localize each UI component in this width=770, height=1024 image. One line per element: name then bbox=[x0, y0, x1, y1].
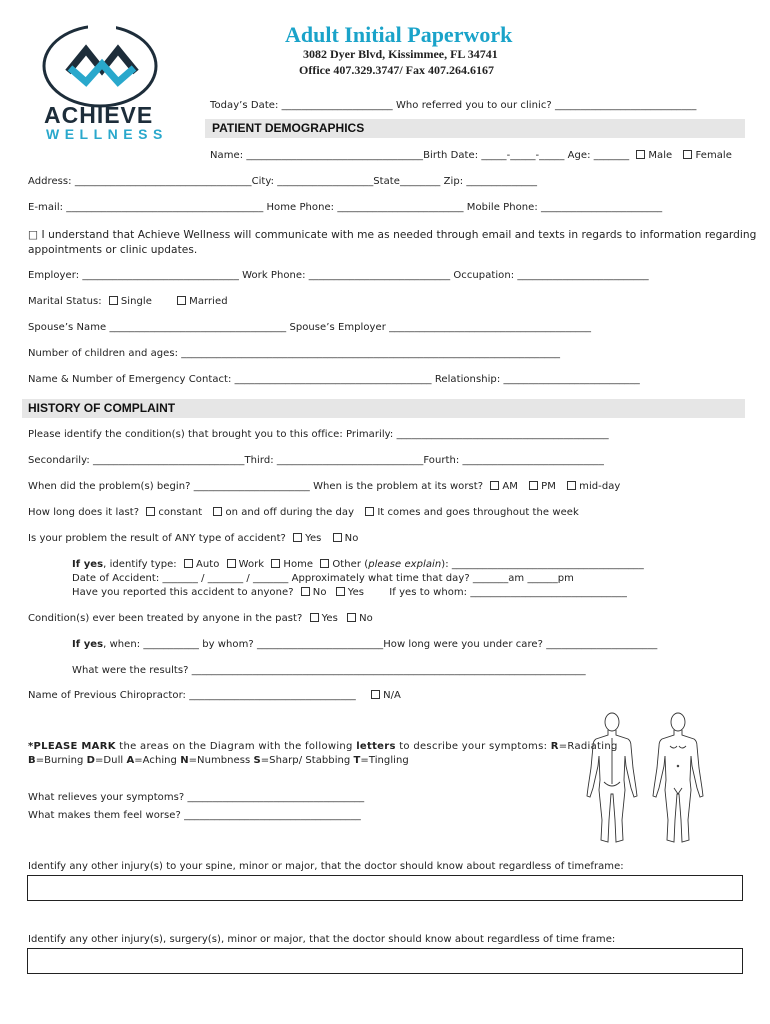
previous-chiropractor-text: Name of Previous Chiropractor: _________________________________ bbox=[28, 690, 356, 701]
r-code: R bbox=[550, 741, 559, 752]
t-code: T bbox=[353, 755, 361, 766]
symptom-legend-line-2 bbox=[28, 755, 409, 766]
other-label: Other ( bbox=[332, 559, 369, 570]
accident-yes-label: Yes bbox=[305, 533, 322, 544]
reported-yes-checkbox[interactable] bbox=[336, 587, 345, 596]
clinic-address: 3082 Dyer Blvd, Kissimmee, FL 34741 bbox=[303, 47, 498, 61]
please-explain-label: please explain bbox=[368, 559, 442, 570]
if-yes-label: If yes bbox=[72, 559, 104, 570]
am-label: AM bbox=[502, 481, 518, 492]
a-text: =Aching bbox=[134, 755, 181, 766]
marital-status-line[interactable] bbox=[28, 296, 228, 307]
emergency-contact-line[interactable]: Name & Number of Emergency Contact: _______________________________________ Relationship: ___________________________ bbox=[28, 374, 640, 385]
how-long-label: How long does it last? bbox=[28, 507, 140, 518]
treated-no-label: No bbox=[359, 613, 373, 624]
results-line[interactable]: What were the results? ______________________________________________________________________________ bbox=[72, 665, 586, 676]
injury-spine-textbox[interactable] bbox=[27, 875, 743, 901]
single-label: Single bbox=[120, 296, 152, 307]
d-code: D bbox=[86, 755, 95, 766]
worse-line[interactable]: What makes them feel worse? ___________________________________ bbox=[28, 810, 361, 821]
accident-no-label: No bbox=[344, 533, 359, 544]
female-checkbox[interactable] bbox=[683, 150, 692, 159]
throughout-week-checkbox[interactable] bbox=[365, 507, 374, 516]
name-line[interactable] bbox=[210, 150, 732, 161]
injury-surgery-label: Identify any other injury(s), surgery(s), minor or major, that the doctor should know about regardless of time frame: bbox=[28, 934, 616, 945]
na-label: N/A bbox=[383, 690, 401, 701]
constant-label: constant bbox=[158, 507, 203, 518]
married-checkbox[interactable] bbox=[177, 296, 186, 305]
accident-yes-checkbox[interactable] bbox=[293, 533, 302, 542]
page-title: Adult Initial Paperwork bbox=[285, 22, 513, 47]
d-text: =Dull bbox=[95, 755, 127, 766]
history-heading: HISTORY OF COMPLAINT bbox=[28, 401, 176, 415]
name-birth-age-text: Name: ___________________________________Birth Date: _____-_____-_____ Age: _______ bbox=[210, 150, 630, 161]
married-label: Married bbox=[189, 296, 228, 307]
treated-when-line[interactable] bbox=[72, 639, 657, 650]
spouse-line[interactable]: Spouse’s Name ___________________________________ Spouse’s Employer ________________________________________ bbox=[28, 322, 592, 333]
work-checkbox[interactable] bbox=[227, 559, 236, 568]
treated-when-text: , when: ___________ by whom? _________________________How long were you under care? ______________________ bbox=[103, 639, 658, 650]
consent-line-1[interactable]: □ I understand that Achieve Wellness will communicate with me as needed through email and texts in regards to information regarding bbox=[28, 229, 757, 241]
consent-line-2: appointments or clinic updates. bbox=[28, 244, 198, 256]
auto-label: Auto bbox=[195, 559, 220, 570]
please-mark-label: *PLEASE MARK bbox=[28, 741, 116, 752]
constant-checkbox[interactable] bbox=[146, 507, 155, 516]
work-label: Work bbox=[238, 559, 265, 570]
accident-no-checkbox[interactable] bbox=[333, 533, 342, 542]
male-label: Male bbox=[648, 150, 673, 161]
r-text: =Radiating bbox=[558, 741, 618, 752]
body-front-figure-icon bbox=[653, 713, 703, 842]
single-checkbox[interactable] bbox=[109, 296, 118, 305]
mark-text-2: to describe your symptoms: bbox=[395, 741, 551, 752]
reported-no-checkbox[interactable] bbox=[301, 587, 310, 596]
clinic-phones: Office 407.329.3747/ Fax 407.264.6167 bbox=[299, 63, 494, 77]
na-checkbox[interactable] bbox=[371, 690, 380, 699]
todays-date-line[interactable]: Today’s Date: ______________________ Who referred you to our clinic? ____________________________ bbox=[210, 100, 697, 111]
symptom-legend-line-1 bbox=[28, 741, 618, 752]
treated-question-text: Condition(s) ever been treated by anyone in the past? bbox=[28, 613, 303, 624]
b-code: B bbox=[28, 755, 36, 766]
pm-checkbox[interactable] bbox=[529, 481, 538, 490]
n-code: N bbox=[180, 755, 189, 766]
logo-text-achieve: ACHIEVE bbox=[44, 102, 154, 128]
employer-line[interactable]: Employer: _______________________________ Work Phone: ____________________________ Occupation: __________________________ bbox=[28, 270, 649, 281]
accident-question-line[interactable] bbox=[28, 533, 358, 544]
treated-no-checkbox[interactable] bbox=[347, 613, 356, 622]
relieves-line[interactable]: What relieves your symptoms? ___________________________________ bbox=[28, 792, 365, 803]
marital-label: Marital Status: bbox=[28, 296, 102, 307]
reported-line[interactable] bbox=[72, 587, 627, 598]
how-long-line[interactable] bbox=[28, 507, 579, 518]
identify-type-label: , identify type: bbox=[103, 559, 177, 570]
reported-text: Have you reported this accident to anyone? bbox=[72, 587, 294, 598]
address-line[interactable]: Address: ___________________________________City: ___________________State________ Zip: ______________ bbox=[28, 176, 538, 187]
on-off-checkbox[interactable] bbox=[213, 507, 222, 516]
on-off-label: on and off during the day bbox=[225, 507, 355, 518]
mark-text: the areas on the Diagram with the following bbox=[115, 741, 357, 752]
treated-yes-checkbox[interactable] bbox=[310, 613, 319, 622]
midday-label: mid-day bbox=[579, 481, 621, 492]
achieve-wellness-logo-icon bbox=[28, 20, 178, 110]
male-checkbox[interactable] bbox=[636, 150, 645, 159]
problem-begin-text: When did the problem(s) begin? _______________________ When is the problem at its worst? bbox=[28, 481, 484, 492]
injury-spine-label: Identify any other injury(s) to your spine, minor or major, that the doctor should know about regardless of timeframe: bbox=[28, 861, 624, 872]
b-text: =Burning bbox=[35, 755, 87, 766]
date-of-accident-line[interactable]: Date of Accident: _______ / _______ / _______ Approximately what time that day? _______am ______pm bbox=[72, 573, 574, 584]
treated-if-yes-label: If yes bbox=[72, 639, 104, 650]
throughout-week-label: It comes and goes throughout the week bbox=[377, 507, 579, 518]
children-line[interactable]: Number of children and ages: ___________________________________________________________________________ bbox=[28, 348, 561, 359]
other-blank: ): ______________________________________ bbox=[441, 559, 644, 570]
other-checkbox[interactable] bbox=[320, 559, 329, 568]
demographics-heading: PATIENT DEMOGRAPHICS bbox=[212, 121, 365, 135]
auto-checkbox[interactable] bbox=[184, 559, 193, 568]
home-label: Home bbox=[283, 559, 314, 570]
treated-question-line[interactable] bbox=[28, 613, 373, 624]
n-text: =Numbness bbox=[188, 755, 254, 766]
logo bbox=[28, 20, 178, 140]
problem-begin-line[interactable] bbox=[28, 481, 620, 492]
s-code: S bbox=[253, 755, 261, 766]
female-label: Female bbox=[695, 150, 732, 161]
treated-yes-label: Yes bbox=[321, 613, 338, 624]
accident-type-line[interactable] bbox=[72, 559, 644, 570]
s-text: =Sharp/ Stabbing bbox=[260, 755, 354, 766]
t-text: =Tingling bbox=[360, 755, 409, 766]
accident-question-text: Is your problem the result of ANY type of accident? bbox=[28, 533, 286, 544]
logo-text-wellness: WELLNESS bbox=[46, 126, 168, 142]
body-diagram-icon[interactable] bbox=[580, 710, 720, 850]
if-yes-whom-text: If yes to whom: _______________________________ bbox=[389, 587, 627, 598]
a-code: A bbox=[126, 755, 135, 766]
reported-yes-label: Yes bbox=[347, 587, 365, 598]
home-checkbox[interactable] bbox=[271, 559, 280, 568]
midday-checkbox[interactable] bbox=[567, 481, 576, 490]
am-checkbox[interactable] bbox=[490, 481, 499, 490]
reported-no-label: No bbox=[312, 587, 327, 598]
secondary-condition-line[interactable]: Secondarily: ______________________________Third: _____________________________Fourth: ____________________________ bbox=[28, 455, 604, 466]
primary-condition-line[interactable]: Please identify the condition(s) that brought you to this office: Primarily: __________________________________________ bbox=[28, 429, 609, 440]
previous-chiropractor-line[interactable] bbox=[28, 690, 401, 701]
injury-surgery-textbox[interactable] bbox=[27, 948, 743, 974]
pm-label: PM bbox=[541, 481, 556, 492]
body-back-figure-icon bbox=[587, 713, 637, 842]
email-line[interactable]: E-mail: _______________________________________ Home Phone: _________________________ Mobile Phone: ________________________ bbox=[28, 202, 663, 213]
letters-label: letters bbox=[356, 741, 396, 752]
